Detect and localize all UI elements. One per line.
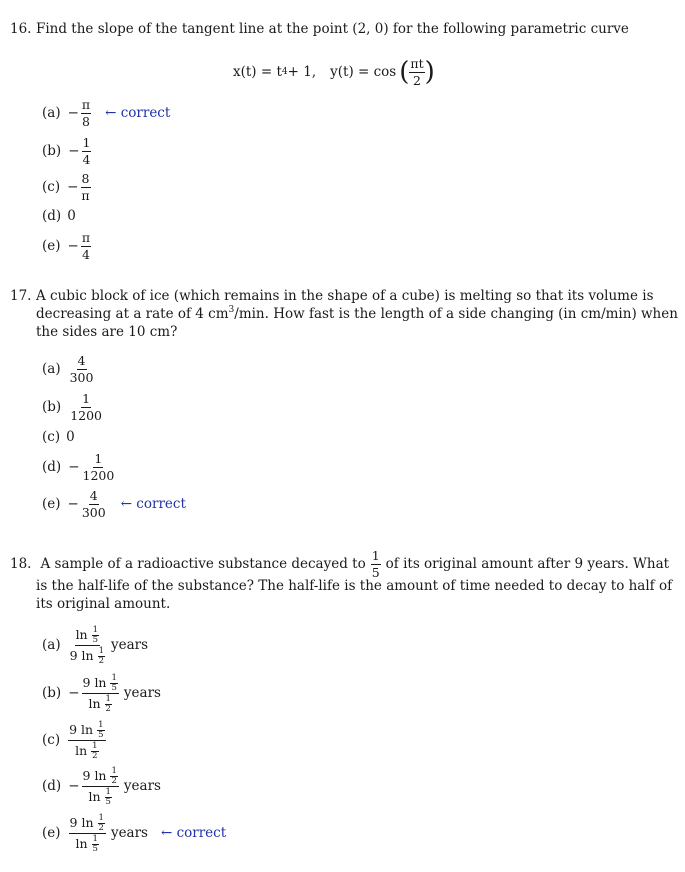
math-text [92,626,99,645]
question-line-3: the sides are 10 cm? [36,324,178,340]
math-text: /min. How fast is the length of a side changing (in cm/min) when [234,306,678,322]
option-fraction [81,230,91,263]
math-text: 1 [105,786,111,797]
option-value: 0 [66,429,75,445]
units: years [123,685,161,701]
math-text [87,694,112,714]
option-fraction [69,625,106,666]
option-label: (c) [42,179,61,195]
option-fraction [82,451,116,484]
math-text: 2 [98,655,104,666]
option-sign: − [67,179,79,195]
math-text: πt [410,55,424,71]
math-text: ln [88,788,101,804]
option-label: (a) [42,361,61,377]
option-sign: − [68,778,80,794]
math-text: 1 [98,812,104,823]
math-text: 5 [92,634,99,645]
option-e[interactable] [42,229,91,263]
option-fraction [81,97,91,130]
option-sign: − [68,685,80,701]
option-fraction [82,135,92,168]
math-text: 1 [94,450,103,466]
math-text: 2 [92,750,98,761]
question-line-2: is the half-life of the substance? The half-life is the amount of time needed to decay to half of [36,578,673,594]
math-text: 1 [105,693,111,704]
correct-marker: ← correct [105,105,171,121]
option-b[interactable] [42,134,91,168]
math-text [69,813,106,834]
option-label: (a) [42,105,61,121]
question-line-2 [36,305,678,324]
option-fraction [80,171,90,204]
math-text: 1 [111,765,117,776]
option-sign: − [67,238,79,254]
option-label: (e) [42,825,61,841]
correct-marker: ← correct [160,825,227,841]
math-text: 1 [111,672,117,683]
math-text: 4 [82,151,91,167]
option-label: (b) [42,143,62,159]
math-text: 2 [413,72,421,88]
math-text: ln [94,674,107,690]
option-label: (d) [42,778,62,794]
option-label: (b) [42,685,62,701]
math-text: π [81,187,90,203]
math-text [105,788,112,807]
math-text: ln [88,695,101,711]
question-number: 18. [10,555,32,572]
math-text: 1 [98,645,104,656]
math-text: 2 [105,703,111,714]
option-label: (a) [42,637,61,653]
question-line-3: its original amount. [36,596,171,612]
math-text: 5 [111,682,117,693]
math-text [110,767,117,786]
math-text: ln [75,742,88,758]
parametric-equation: x(t) = t 4 + 1, y(t) = cos ( $\frac{\pi t}{2}$ ) [233,55,435,88]
math-text: 4 [77,352,86,368]
x-equation-lhs: x(t) = t [233,64,282,80]
math-text: 4 [81,246,90,262]
math-text [74,741,99,761]
math-text [75,834,100,854]
math-text [91,742,98,761]
math-text: ( [399,57,410,87]
math-text: 1 [92,624,99,635]
option-c[interactable] [42,719,106,761]
option-sign: − [68,143,80,159]
math-text: 5 [105,796,111,807]
option-c[interactable] [42,427,75,447]
option-fraction [82,766,119,807]
math-text: ln [81,814,94,830]
math-text: 300 [69,369,94,385]
correct-marker: ← correct [120,496,186,512]
units: years [123,778,161,794]
math-text: 9 [82,674,91,690]
math-text: 300 [81,504,106,520]
math-text: 2 [98,822,104,833]
option-label: (d) [42,208,62,224]
math-text: 8 [82,113,90,129]
option-sign: − [68,459,80,475]
math-text: 1 [92,740,98,751]
option-sign: − [67,105,79,121]
math-text: ln [94,767,107,783]
math-text: π [81,96,91,112]
math-text: 1 [92,833,98,844]
option-value: 0 [67,208,76,224]
math-text [68,720,105,741]
math-text: 9 [69,814,78,830]
option-fraction [68,720,105,761]
option-label: (c) [42,429,61,445]
option-b[interactable] [42,672,161,714]
option-fraction [69,391,103,424]
math-text: 5 [371,564,380,580]
math-text: 3 [228,305,235,315]
math-text [82,673,119,694]
math-text: 1 [82,390,91,406]
math-text: 1 [98,719,104,730]
option-label: (b) [42,399,62,415]
math-text [98,647,105,666]
x-equation-rhs: + 1, [287,64,317,80]
question-text: Find the slope of the tangent line at the point (2, 0) for the following parametric curve [36,21,629,37]
option-label: (e) [42,496,61,512]
math-text [98,814,105,833]
math-text: 1200 [70,407,102,423]
math-text: ln [75,835,88,851]
math-text: 5 [92,843,98,854]
math-text [97,721,104,740]
option-e[interactable] [42,486,186,522]
math-text [82,766,119,787]
option-label: (d) [42,459,62,475]
math-text [69,646,106,666]
math-text [92,835,99,854]
math-text: 2 [111,775,117,786]
option-fraction [82,673,119,714]
option-fraction [81,488,107,521]
option-sign: − [67,496,79,512]
math-text: ln [81,647,94,663]
inline-fraction [371,548,381,581]
math-text: π [81,229,91,245]
option-d[interactable] [42,206,76,226]
math-text [87,787,112,807]
math-text: 5 [98,729,104,740]
option-d[interactable] [42,765,161,807]
math-text [110,674,117,693]
option-fraction [69,813,106,854]
math-text: ln [81,721,94,737]
option-a[interactable] [42,351,94,387]
units: years [111,637,149,653]
option-e[interactable] [42,812,226,854]
math-text: 1 [82,134,91,150]
question-number: 17. [10,288,32,304]
option-d[interactable] [42,449,115,485]
math-text: 1200 [82,467,115,483]
question-number: 16. [10,21,32,37]
math-text: decreasing at a rate of 4 cm [36,306,229,322]
option-c[interactable] [42,170,91,204]
question-line-1: A cubic block of ice (which remains in the shape of a cube) is melting so that its volume is [36,288,654,304]
math-text: ln [75,626,88,642]
math-text: ) [424,57,435,87]
option-a[interactable] [42,96,170,130]
option-label: (c) [42,732,61,748]
math-text [105,695,112,714]
y-equation-lhs: y(t) = cos [330,64,397,80]
option-label: (e) [42,238,61,254]
option-b[interactable] [42,389,103,425]
math-text: 9 [69,647,78,663]
math-text: A sample of a radioactive substance decayed to [40,555,366,572]
math-text: 1 [371,547,380,563]
math-text: 4 [89,487,98,503]
cos-argument-fraction [409,56,424,89]
math-text: of its original amount after 9 years. What [385,555,670,572]
units: years [110,825,148,841]
option-fraction [69,353,95,386]
math-text: 9 [69,721,78,737]
math-text [75,625,100,646]
option-a[interactable] [42,624,148,666]
math-text: 8 [81,170,90,186]
math-text: 9 [82,767,91,783]
